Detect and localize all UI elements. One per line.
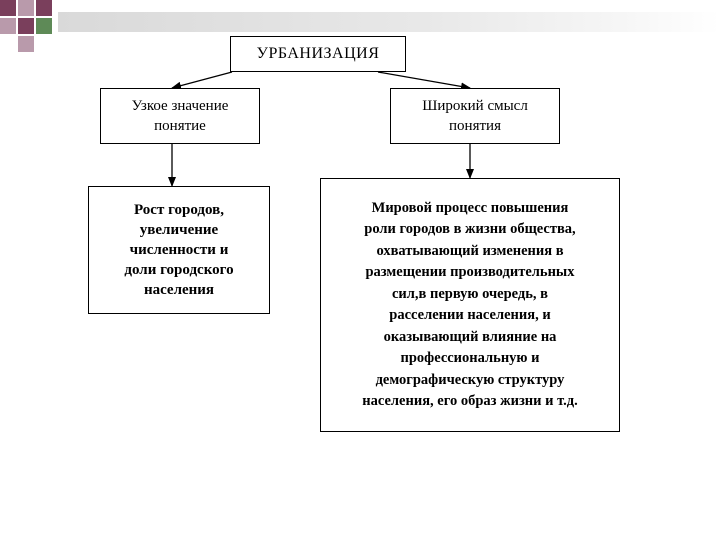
broad-detail-text: Мировой процесс повышения роли городов в жизни общества, охватывающий изменения в размещении производительных сил,в первую очередь, в расселении населения, и оказывающий влияние на профессиональную и демографическую структуру населения, его образ жизни и т.д. (362, 199, 578, 409)
root-node (230, 36, 406, 72)
arrow-root-to-broad (378, 72, 470, 88)
broad-meaning-node (390, 88, 560, 144)
broad-detail-node (320, 178, 620, 432)
narrow-detail-text: Рост городов, увеличение численности и доли городского населения (124, 202, 234, 298)
broad-meaning-heading: Широкий смысл понятия (422, 98, 528, 134)
root-label: УРБАНИЗАЦИЯ (256, 45, 380, 62)
narrow-meaning-heading: Узкое значение понятие (131, 98, 229, 134)
narrow-detail-node (88, 186, 270, 314)
arrow-root-to-narrow (172, 72, 232, 88)
narrow-meaning-node (100, 88, 260, 144)
